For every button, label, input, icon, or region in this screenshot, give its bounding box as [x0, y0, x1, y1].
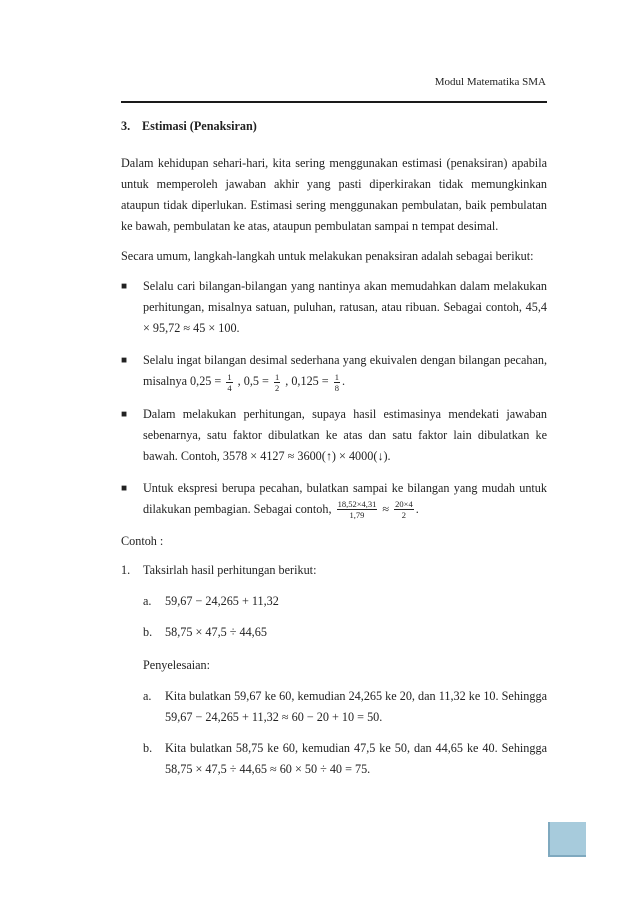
- steps-list: [121, 276, 547, 520]
- example-number: 1.: [121, 563, 131, 578]
- steps-intro-paragraph: Secara umum, langkah-langkah untuk melakukan penaksiran adalah sebagai berikut:: [121, 249, 534, 263]
- fraction: $\frac{1}{2}$: [274, 371, 280, 393]
- list-item: ■ Untuk ekspresi berupa pecahan, bulatkan sampai ke bilangan yang mudah untuk dilakukan pembagian. Sebagai contoh, $\frac{18,52\times 4,31}{1,79}$ ≈ $\frac{20\times 4}{2}$ .: [121, 478, 547, 521]
- list-item: ■ Selalu cari bilangan-bilangan yang nantinya akan memudahkan dalam melakukan perhitungan, misalnya satuan, puluhan, ratusan, atau ribuan. Sebagai contoh, 45,4 × 95,72 ≈ 45 × 100.: [121, 276, 547, 339]
- solution-b: b. Kita bulatkan 58,75 ke 60, kemudian 47,5 ke 50, dan 44,65 ke 40. Sehingga 58,75 × 47,5 ÷ 44,65 ≈ 60 × 50 ÷ 40 = 75.: [143, 741, 547, 777]
- page-content: [121, 116, 547, 790]
- fraction: $\frac{1}{8}$: [334, 371, 339, 393]
- page-corner-tab: [548, 822, 586, 857]
- fraction: $\frac{1}{4}$: [227, 371, 232, 393]
- bullet-square-icon: ■: [121, 281, 128, 292]
- question-b: b. 58,75 × 47,5 ÷ 44,65: [143, 625, 267, 640]
- section-title: Estimasi (Penaksiran): [142, 119, 257, 133]
- example-item: [121, 560, 547, 780]
- bullet-square-icon: ■: [121, 355, 128, 366]
- question-a: a. 59,67 − 24,265 + 11,32: [143, 594, 279, 609]
- fraction: $\frac{18,52\times 4,31}{1,79}$: [337, 499, 377, 521]
- solution-a: a. Kita bulatkan 59,67 ke 60, kemudian 24,265 ke 20, dan 11,32 ke 10. Sehingga 59,67 − 24,265 + 11,32 ≈ 60 − 20 + 10 = 50.: [143, 689, 547, 725]
- section-number: 3.: [121, 119, 131, 133]
- intro-paragraph: Dalam kehidupan sehari-hari, kita sering menggunakan estimasi (penaksiran) apabila untuk memperoleh jawaban akhir yang pasti diperkirakan tidak memungkinkan ataupun tidak diperlukan. Estimasi sering menggunakan pembulatan, baik pembulatan ke bawah, pembulatan ke atas, ataupun pembulatan sampai n tempat desimal.: [121, 156, 547, 233]
- fraction: $\frac{20\times 4}{2}$: [395, 499, 413, 521]
- bullet-square-icon: ■: [121, 408, 128, 420]
- example-title: Contoh :: [121, 534, 164, 549]
- list-item: ■ Selalu ingat bilangan desimal sederhana yang ekuivalen dengan bilangan pecahan, misalnya 0,25 = $\frac{1}{4}$ , 0,5 = $\frac{1}{2}$ , 0,125 = $\frac{1}{8}$ .: [121, 350, 547, 393]
- list-item: ■ Dalam melakukan perhitungan, supaya hasil estimasinya mendekati jawaban sebenarnya, satu faktor dibulatkan ke atas dan satu faktor lain dibulatkan ke bawah. Contoh, 3578 × 4127 ≈ 3600(↑) × 4000(↓).: [121, 404, 547, 467]
- bullet-square-icon: ■: [121, 482, 128, 494]
- solution-title: Penyelesaian:: [143, 658, 211, 673]
- header-rule: [121, 101, 547, 103]
- example-task: Taksirlah hasil perhitungan berikut:: [143, 563, 317, 578]
- page-header: Modul Matematika SMA: [434, 76, 546, 88]
- section-heading: [121, 116, 547, 137]
